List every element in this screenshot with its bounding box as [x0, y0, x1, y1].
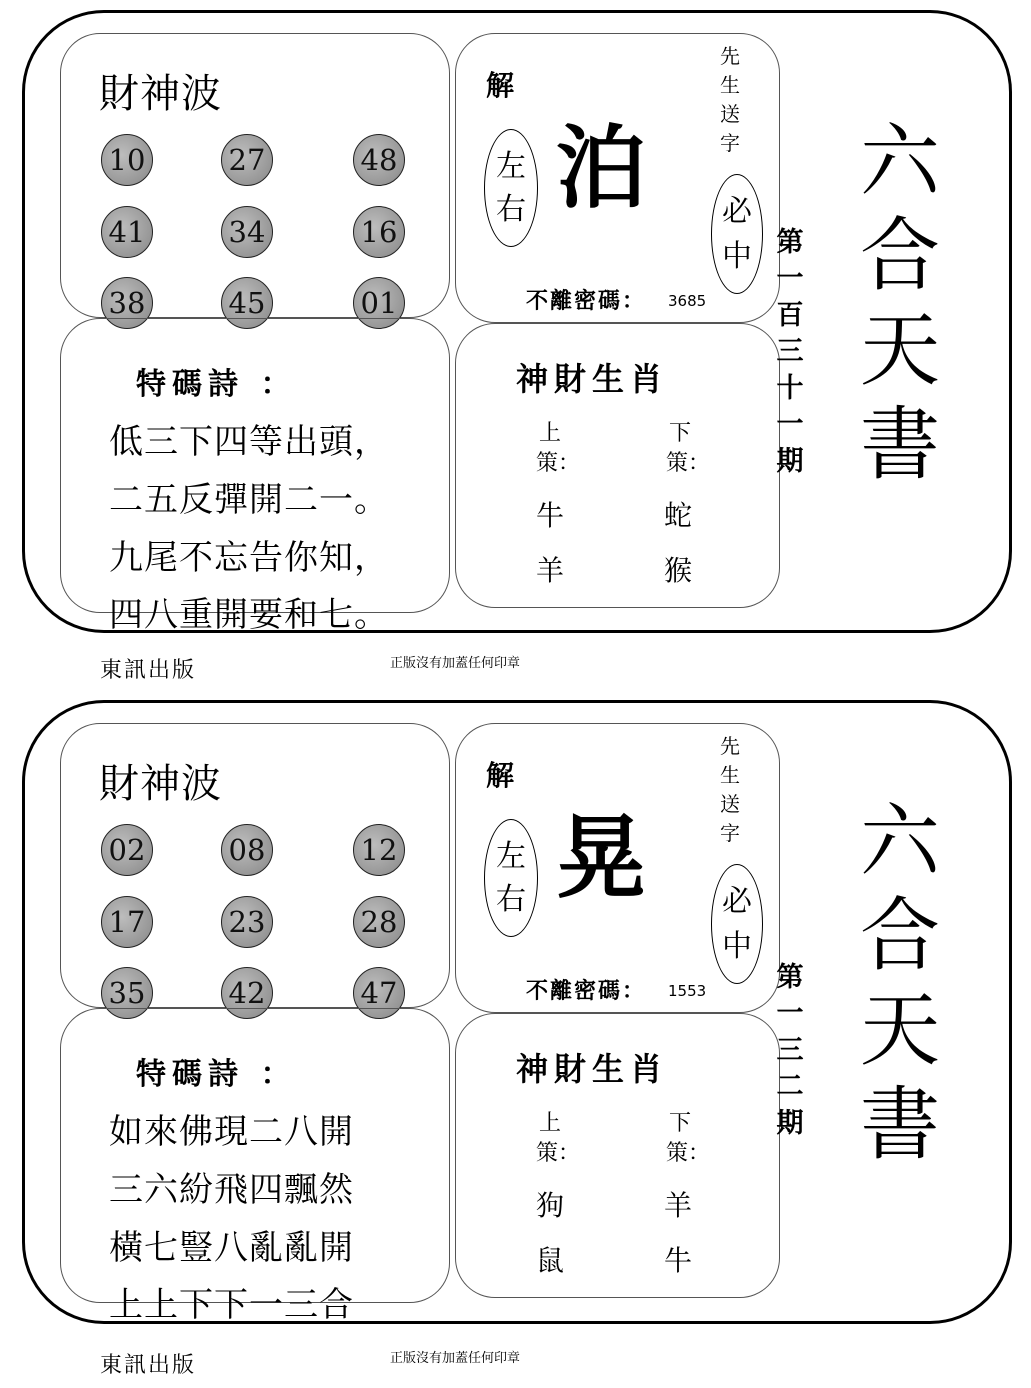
zodiac-title: 神財生肖: [516, 1050, 669, 1088]
poem-line: 九尾不忘告你知，: [109, 538, 389, 578]
poem-line: 三六紛飛四飄然: [109, 1170, 354, 1210]
poem-line: 如來佛現二八開: [109, 1112, 354, 1152]
zodiac-item: 牛: [536, 499, 565, 532]
wealth-wave-panel: [60, 33, 450, 318]
gift-text: 先生送字: [720, 734, 740, 845]
poem-line: 低三下四等出頭，: [109, 422, 389, 462]
zodiac-panel: [455, 323, 780, 608]
zodiac-title: 神財生肖: [516, 360, 669, 398]
zodiac-item: 蛇: [664, 499, 693, 532]
right-char: 右: [496, 882, 526, 917]
must-hit-oval: [711, 864, 763, 984]
zodiac-item: 羊: [664, 1189, 693, 1222]
number-ball: 34: [221, 206, 273, 258]
left-right-oval: [484, 129, 538, 247]
brand-title: 六合天書: [860, 115, 940, 492]
zodiac-panel: [455, 1013, 780, 1298]
publisher: 東訊出版: [100, 658, 197, 683]
code-value: 1553: [668, 982, 707, 1000]
zodiac-item: 牛: [664, 1244, 693, 1277]
gift-text: 先生送字: [720, 44, 740, 155]
left-right-oval: [484, 819, 538, 937]
notice: 正版沒有加蓋任何印章: [390, 656, 521, 671]
poem-title: 特碼詩 ：: [136, 1057, 297, 1092]
poem-panel: [60, 1008, 450, 1325]
jie-label: 解: [486, 759, 515, 792]
number-ball: 47: [353, 967, 405, 1019]
number-ball: 02: [101, 824, 153, 876]
right-char: 右: [496, 192, 526, 227]
number-ball: 38: [101, 277, 153, 329]
wave-title: 財神波: [99, 761, 222, 807]
wealth-wave-panel: [60, 723, 450, 1008]
poem-title: 特碼詩 ：: [136, 367, 297, 402]
must-char: 必: [722, 194, 752, 229]
number-ball: 41: [101, 206, 153, 258]
zodiac-item: 鼠: [536, 1244, 565, 1277]
brand-title: 六合天書: [860, 795, 940, 1172]
hit-char: 中: [722, 929, 752, 964]
left-char: 左: [496, 838, 526, 874]
notice: 正版沒有加蓋任何印章: [390, 1351, 521, 1366]
riddle-panel: [455, 723, 780, 1013]
must-char: 必: [722, 884, 752, 919]
upper-strategy-label: 上策：: [536, 1111, 581, 1166]
number-ball: 45: [221, 277, 273, 329]
number-ball: 27: [221, 134, 273, 186]
issue-number: 第一百三十一期: [776, 227, 804, 477]
issue-number: 第一三二期: [776, 962, 804, 1139]
number-ball: 48: [353, 134, 405, 186]
code-value: 3685: [668, 292, 707, 310]
code-label: 不離密碼：: [526, 288, 647, 314]
poem-line: 橫七豎八亂亂開: [109, 1228, 354, 1268]
number-ball: 12: [353, 824, 405, 876]
upper-strategy-label: 上策：: [536, 421, 581, 476]
number-ball: 01: [353, 277, 405, 329]
riddle-character: 晃: [556, 806, 646, 911]
number-ball: 35: [101, 967, 153, 1019]
poem-line: 上上下下一三合: [109, 1285, 354, 1325]
zodiac-item: 狗: [536, 1189, 565, 1222]
number-ball: 10: [101, 134, 153, 186]
poem-line: 二五反彈開二一。: [109, 480, 389, 520]
lower-strategy-label: 下策：: [666, 421, 711, 476]
riddle-panel: [455, 33, 780, 323]
code-label: 不離密碼：: [526, 978, 647, 1004]
zodiac-item: 猴: [664, 554, 693, 587]
hit-char: 中: [722, 239, 752, 274]
number-ball: 08: [221, 824, 273, 876]
number-ball: 16: [353, 206, 405, 258]
number-ball: 17: [101, 896, 153, 948]
number-ball: 42: [221, 967, 273, 1019]
must-hit-oval: [711, 174, 763, 294]
poem-line: 四八重開要和七。: [109, 595, 389, 635]
poem-panel: [60, 318, 450, 635]
publisher: 東訊出版: [100, 1353, 197, 1378]
jie-label: 解: [486, 69, 515, 102]
lower-strategy-label: 下策：: [666, 1111, 711, 1166]
left-char: 左: [496, 148, 526, 184]
riddle-character: 泊: [556, 116, 646, 221]
number-ball: 23: [221, 896, 273, 948]
number-ball: 28: [353, 896, 405, 948]
wave-title: 財神波: [99, 71, 222, 117]
zodiac-item: 羊: [536, 554, 565, 587]
